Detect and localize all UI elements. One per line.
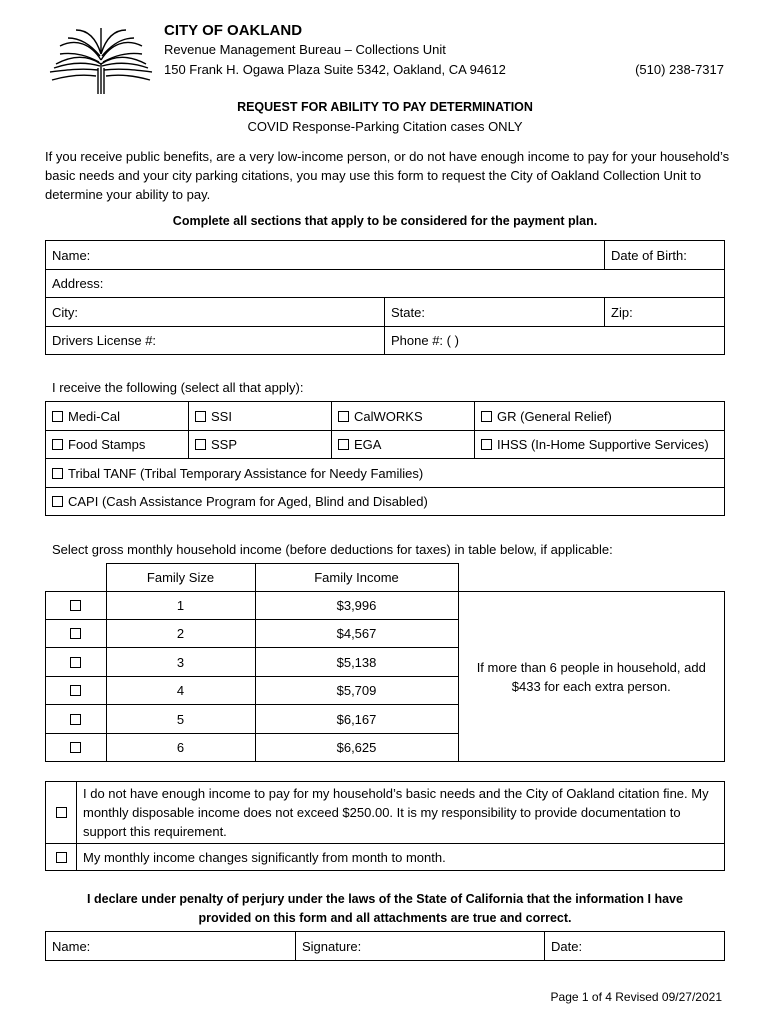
family-income-cell: $6,625 <box>255 734 458 762</box>
checkbox-icon[interactable] <box>52 468 63 479</box>
checkbox-icon[interactable] <box>52 496 63 507</box>
family-size-cell: 6 <box>106 734 255 762</box>
personal-info-table <box>45 240 725 355</box>
benefit-capi[interactable]: CAPI (Cash Assistance Program for Aged, Blind and Disabled) <box>46 488 725 516</box>
benefit-food-stamps[interactable]: Food Stamps <box>46 431 189 459</box>
zip-field[interactable]: Zip: <box>605 298 725 327</box>
phone-field[interactable]: Phone #: ( ) <box>385 327 725 355</box>
income-row-checkbox[interactable] <box>46 592 107 620</box>
oak-tree-logo-icon <box>46 24 156 96</box>
checkbox-icon[interactable] <box>338 439 349 450</box>
checkbox-icon[interactable] <box>70 742 81 753</box>
checkbox-icon[interactable] <box>70 628 81 639</box>
state-field[interactable]: State: <box>385 298 605 327</box>
benefit-ssi[interactable]: SSI <box>189 402 332 431</box>
checkbox-icon[interactable] <box>195 439 206 450</box>
income-row-checkbox[interactable] <box>46 620 107 648</box>
name-field[interactable]: Name: <box>46 241 605 270</box>
checkbox-icon[interactable] <box>70 600 81 611</box>
checkbox-icon[interactable] <box>481 439 492 450</box>
checkbox-icon[interactable] <box>195 411 206 422</box>
family-income-cell: $6,167 <box>255 705 458 734</box>
perjury-statement: I declare under penalty of perjury under the laws of the State of California that the information I have provided on this form and all attachments are true and correct. <box>87 892 683 925</box>
benefit-calworks[interactable]: CalWORKS <box>332 402 475 431</box>
bureau-name: Revenue Management Bureau – Collections Unit <box>164 42 446 57</box>
form-subtitle: COVID Response-Parking Citation cases ONLY <box>247 119 523 134</box>
instruction: Complete all sections that apply to be considered for the payment plan. <box>172 214 598 228</box>
checkbox-icon[interactable] <box>70 685 81 696</box>
family-income-cell: $3,996 <box>255 592 458 620</box>
benefit-gr[interactable]: GR (General Relief) <box>475 402 725 431</box>
income-row-checkbox[interactable] <box>46 648 107 677</box>
checkbox-icon[interactable] <box>70 657 81 668</box>
signature-table <box>45 931 725 961</box>
address-field[interactable]: Address: <box>46 270 725 298</box>
license-field[interactable]: Drivers License #: <box>46 327 385 355</box>
family-size-cell: 2 <box>106 620 255 648</box>
family-income-cell: $5,138 <box>255 648 458 677</box>
family-size-cell: 1 <box>106 592 255 620</box>
signature-field[interactable]: Signature: <box>296 932 545 961</box>
family-size-cell: 3 <box>106 648 255 677</box>
bureau-address: 150 Frank H. Ogawa Plaza Suite 5342, Oakland, CA 94612 <box>164 62 506 77</box>
city-title: CITY OF OAKLAND <box>164 22 303 39</box>
page-footer: Page 1 of 4 Revised 09/27/2021 <box>550 990 722 1004</box>
benefits-intro: I receive the following (select all that apply): <box>52 380 304 395</box>
form-title: REQUEST FOR ABILITY TO PAY DETERMINATION <box>237 100 533 114</box>
checkbox-icon[interactable] <box>56 807 67 818</box>
declaration-insufficient: I do not have enough income to pay for my household’s basic needs and the City of Oakland citation fine. My monthly disposable income does not exceed $250.00. It is my responsibility to provide documentation to support this requirement. <box>77 782 725 844</box>
checkbox-icon[interactable] <box>52 439 63 450</box>
checkbox-icon[interactable] <box>56 852 67 863</box>
income-table <box>45 563 725 762</box>
signature-name-field[interactable]: Name: <box>46 932 296 961</box>
family-income-cell: $4,567 <box>255 620 458 648</box>
benefit-medi-cal[interactable]: Medi-Cal <box>46 402 189 431</box>
intro-paragraph: If you receive public benefits, are a very low-income person, or do not have enough income to pay for your household’s basic needs and your city parking citations, you may use this form to request the City of Oakland Collection Unit to determine your ability to pay. <box>45 149 730 202</box>
family-income-cell: $5,709 <box>255 677 458 705</box>
benefit-ihss[interactable]: IHSS (In-Home Supportive Services) <box>475 431 725 459</box>
dob-field[interactable]: Date of Birth: <box>605 241 725 270</box>
checkbox-icon[interactable] <box>481 411 492 422</box>
extra-person-note: If more than 6 people in household, add $433 for each extra person. <box>458 592 725 762</box>
family-size-cell: 5 <box>106 705 255 734</box>
benefit-ssp[interactable]: SSP <box>189 431 332 459</box>
family-size-cell: 4 <box>106 677 255 705</box>
checkbox-icon[interactable] <box>52 411 63 422</box>
checkbox-icon[interactable] <box>338 411 349 422</box>
income-row-checkbox[interactable] <box>46 734 107 762</box>
benefits-table <box>45 401 725 516</box>
benefit-tanf[interactable]: Tribal TANF (Tribal Temporary Assistance for Needy Families) <box>46 459 725 488</box>
declaration-checkbox[interactable] <box>46 844 77 871</box>
signature-date-field[interactable]: Date: <box>545 932 725 961</box>
income-intro: Select gross monthly household income (before deductions for taxes) in table below, if applicable: <box>52 542 613 557</box>
income-row-checkbox[interactable] <box>46 677 107 705</box>
declaration-checkbox[interactable] <box>46 782 77 844</box>
bureau-phone: (510) 238-7317 <box>635 62 724 77</box>
col-family-income: Family Income <box>255 564 458 592</box>
col-family-size: Family Size <box>106 564 255 592</box>
benefit-ega[interactable]: EGA <box>332 431 475 459</box>
declaration-changes: My monthly income changes significantly from month to month. <box>77 844 725 871</box>
income-row-checkbox[interactable] <box>46 705 107 734</box>
declarations-table <box>45 781 725 871</box>
checkbox-icon[interactable] <box>70 714 81 725</box>
city-field[interactable]: City: <box>46 298 385 327</box>
